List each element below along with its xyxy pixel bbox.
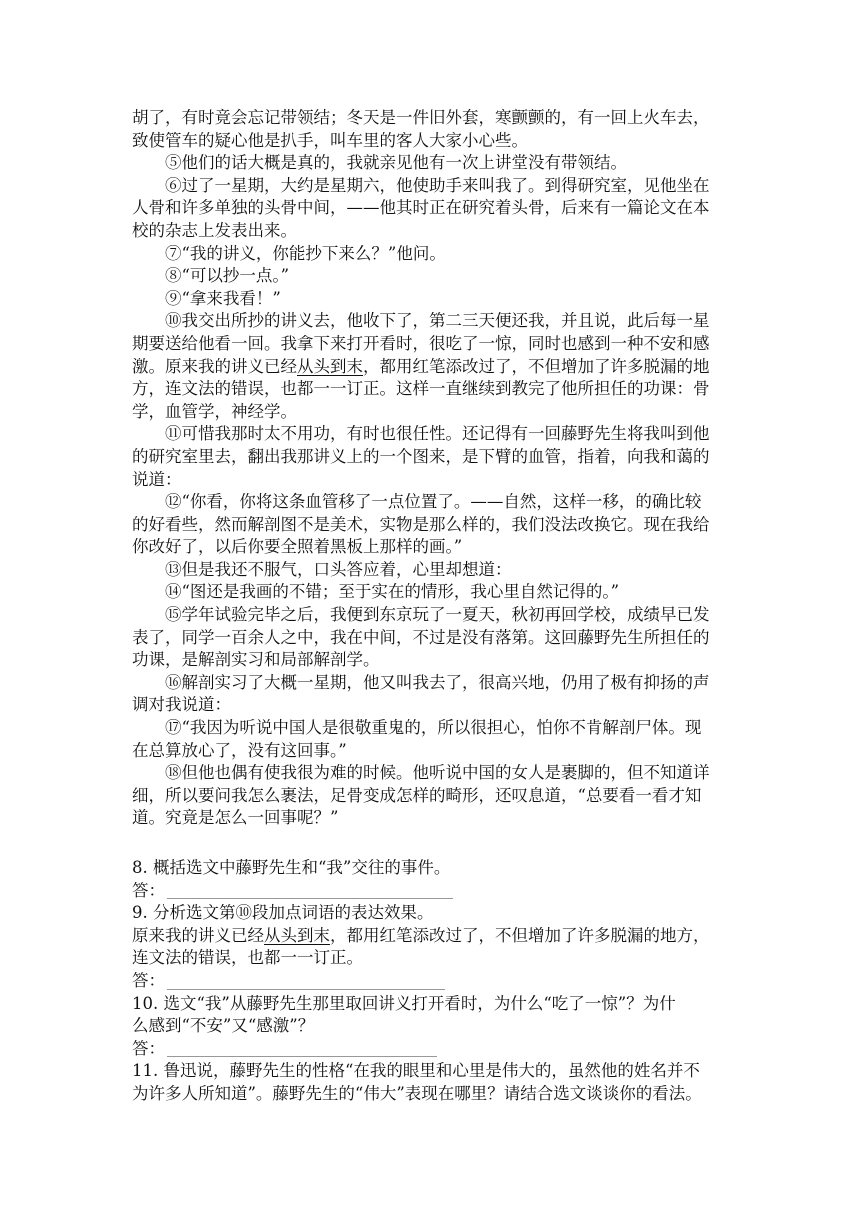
passage-line: ⑭“图还是我画的不错；至于实在的情形，我心里自然记得的。”	[165, 582, 620, 602]
passage-line: 校的杂志上发表出来。	[132, 220, 297, 240]
passage-line: ⑨“拿来我看！”	[165, 288, 281, 308]
question-9-quote: 原来我的讲义已经从头到末，都用红笔添改过了，不但增加了许多脱漏的地方，	[132, 925, 710, 945]
passage-line: ⑦“我的讲义，你能抄下来么？”他问。	[165, 243, 446, 263]
question-9-quote-continued: 连文法的错误，也都一一订正。	[132, 948, 363, 968]
passage-line: 道。究竟是怎么一回事呢？”	[132, 808, 339, 828]
passage-line: 期要送给他看一回。我拿下来打开看时，很吃了一惊，同时也感到一种不安和感	[132, 333, 710, 353]
passage-line: ⑩我交出所抄的讲义去，他收下了，第二三天便还我，并且说，此后每一星	[165, 311, 710, 331]
passage-line: ⑫“你看，你将这条血管移了一点位置了。——自然，这样一移，的确比较	[165, 492, 702, 512]
question-9-answer	[132, 970, 736, 993]
question-11	[132, 1060, 736, 1105]
question-8	[132, 857, 736, 902]
question-9-text: 9. 分析选文第⑩段加点词语的表达效果。	[132, 903, 434, 923]
answer-line[interactable]	[167, 1056, 437, 1057]
passage-line: 说道：	[132, 469, 182, 489]
passage-line: 激。原来我的讲义已经从头到末，都用红笔添改过了，不但增加了许多脱漏的地	[132, 356, 710, 376]
question-9	[132, 902, 736, 992]
passage-line: 人骨和许多单独的头骨中间，——他其时正在研究着头骨，后来有一篇论文在本	[132, 198, 710, 218]
passage-line: ⑪可惜我那时太不用功，有时也很任性。还记得有一回藤野先生将我叫到他	[165, 424, 710, 444]
passage-line: 你改好了，以后你要全照着黑板上那样的画。”	[132, 537, 463, 557]
passage-line: 细，所以要问我怎么裹法，足骨变成怎样的畸形，还叹息道，“总要看一看才知	[132, 785, 702, 805]
passage-line: ⑤他们的话大概是真的，我就亲见他有一次上讲堂没有带领结。	[165, 153, 627, 173]
passage-line: ⑧“可以抄一点。”	[165, 266, 290, 286]
question-8-answer	[132, 880, 736, 903]
passage-line: 调对我说道：	[132, 695, 231, 715]
passage-line: ⑰“我因为听说中国人是很敬重鬼的，所以很担心，怕你不肯解剖尸体。现	[165, 718, 702, 738]
question-10	[132, 993, 736, 1061]
answer-label: 答：	[132, 970, 165, 990]
question-10-text: 10. 选文“我”从藤野先生那里取回讲义打开看时，为什么“吃了一惊”？为什	[132, 993, 676, 1013]
answer-line[interactable]	[167, 989, 445, 990]
answer-label: 答：	[132, 880, 165, 900]
document-page	[132, 107, 736, 1106]
question-8-text: 8. 概括选文中藤野先生和“我”交往的事件。	[132, 858, 451, 877]
question-11-text: 11. 鲁迅说，藤野先生的性格“在我的眼里和心里是伟大的，虽然他的姓名并不	[132, 1061, 700, 1081]
passage-line: 方，连文法的错误，也都一一订正。这样一直继续到教完了他所担任的功课：骨	[132, 379, 710, 399]
passage-line: 的研究室里去，翻出我那讲义上的一个图来，是下臂的血管，指着，向我和蔼的	[132, 446, 710, 466]
passage-line: ⑮学年试验完毕之后，我便到东京玩了一夏天，秋初再回学校，成绩早已发	[165, 605, 710, 625]
marked-phrase: 从头到末	[297, 356, 363, 376]
passage-line: 致使管车的疑心他是扒手，叫车里的客人大家小心些。	[132, 130, 528, 150]
passage-line: ⑯解剖实习了大概一星期，他又叫我去了，很高兴地，仍用了极有抑扬的声	[165, 672, 710, 692]
passage-line: 表了，同学一百余人之中，我在中间，不过是没有落第。这回藤野先生所担任的	[132, 627, 710, 647]
passage-line: ⑱但他也偶有使我很为难的时候。他听说中国的女人是裹脚的，但不知道详	[165, 763, 710, 783]
passage-line: 在总算放心了，没有这回事。”	[132, 740, 347, 760]
question-11-text-continued: 为许多人所知道”。藤野先生的“伟大”表现在哪里？请结合选文谈谈你的看法。	[132, 1083, 702, 1103]
passage-line: ⑥过了一星期，大约是星期六，他使助手来叫我了。到得研究室，见他坐在	[165, 175, 710, 195]
passage-line: ⑬但是我还不服气，口头答应着，心里却想道：	[165, 559, 512, 579]
answer-line[interactable]	[167, 898, 453, 899]
passage-line: 胡了，有时竟会忘记带领结；冬天是一件旧外套，寒颤颤的，有一回上火车去，	[132, 108, 710, 127]
marked-phrase: 从头到末	[264, 925, 330, 945]
reading-passage	[132, 107, 736, 830]
passage-line: 功课，是解剖实习和局部解剖学。	[132, 650, 380, 670]
passage-line: 的好看些，然而解剖图不是美术，实物是那么样的，我们没法改换它。现在我给	[132, 514, 710, 534]
question-10-text-continued: 么感到“不安”又“感激”？	[132, 1016, 315, 1036]
answer-label: 答：	[132, 1038, 165, 1058]
passage-line: 学，血管学，神经学。	[132, 401, 297, 421]
question-10-answer	[132, 1038, 736, 1061]
